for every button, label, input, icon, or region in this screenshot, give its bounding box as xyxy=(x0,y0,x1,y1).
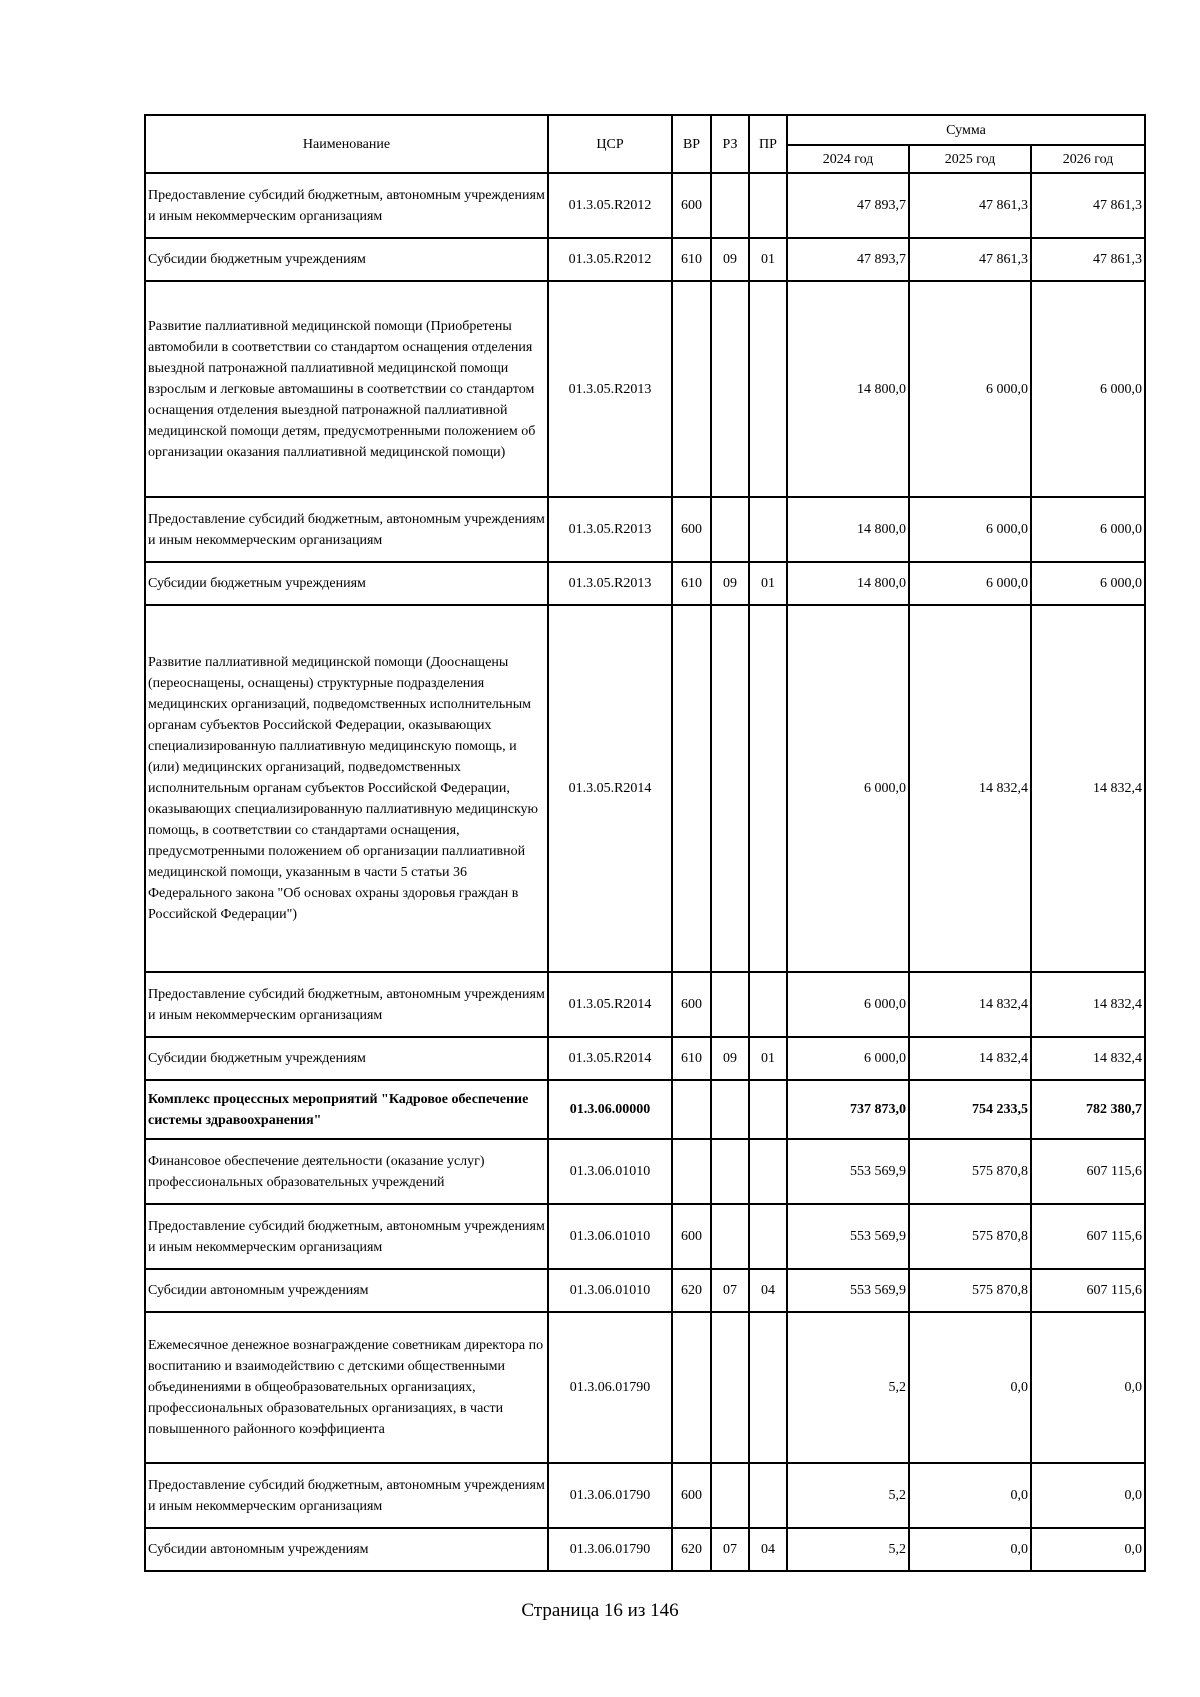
row-name: Комплекс процессных мероприятий "Кадровое обеспечение системы здравоохранения" xyxy=(145,1080,548,1139)
row-name: Развитие паллиативной медицинской помощи (Приобретены автомобили в соответствии со стандартом оснащения отделения выездной патронажной паллиативной медицинской помощи взрослым и легковые автомашины в соответствии со стандартом оснащения отделения выездной патронажной паллиативной медицинской помощи детям, предусмотренными положением об организации оказания паллиативной медицинской помощи) xyxy=(145,281,548,497)
row-2024: 14 800,0 xyxy=(787,281,909,497)
row-csr: 01.3.06.01010 xyxy=(548,1139,672,1204)
row-name: Субсидии бюджетным учреждениям xyxy=(145,238,548,281)
row-name: Предоставление субсидий бюджетным, автономным учреждениям и иным некоммерческим организациям xyxy=(145,497,548,562)
table-row xyxy=(145,605,1145,972)
row-2025: 47 861,3 xyxy=(909,173,1031,238)
row-name: Предоставление субсидий бюджетным, автономным учреждениям и иным некоммерческим организациям xyxy=(145,1204,548,1269)
table-row xyxy=(145,1037,1145,1080)
row-pr xyxy=(749,281,787,497)
row-2024: 737 873,0 xyxy=(787,1080,909,1139)
row-2025: 575 870,8 xyxy=(909,1139,1031,1204)
row-csr: 01.3.06.01790 xyxy=(548,1312,672,1463)
row-pr: 01 xyxy=(749,238,787,281)
row-2026: 6 000,0 xyxy=(1031,281,1145,497)
row-vr: 600 xyxy=(672,497,711,562)
row-csr: 01.3.05.R2013 xyxy=(548,497,672,562)
row-2025: 754 233,5 xyxy=(909,1080,1031,1139)
row-csr: 01.3.06.01790 xyxy=(548,1463,672,1528)
table-row xyxy=(145,497,1145,562)
row-vr: 620 xyxy=(672,1269,711,1312)
row-2024: 6 000,0 xyxy=(787,972,909,1037)
table-row xyxy=(145,1204,1145,1269)
table-row xyxy=(145,562,1145,605)
row-2026: 6 000,0 xyxy=(1031,562,1145,605)
row-rz xyxy=(711,497,749,562)
row-name: Субсидии бюджетным учреждениям xyxy=(145,562,548,605)
header-rz: РЗ xyxy=(711,115,749,173)
row-rz: 07 xyxy=(711,1269,749,1312)
row-pr xyxy=(749,1080,787,1139)
row-pr: 04 xyxy=(749,1269,787,1312)
row-pr: 01 xyxy=(749,1037,787,1080)
row-2026: 607 115,6 xyxy=(1031,1139,1145,1204)
row-2024: 553 569,9 xyxy=(787,1139,909,1204)
row-rz xyxy=(711,1204,749,1269)
row-rz xyxy=(711,1312,749,1463)
header-year-2024: 2024 год xyxy=(787,145,909,173)
row-2025: 0,0 xyxy=(909,1312,1031,1463)
row-pr xyxy=(749,1139,787,1204)
page-number: Страница 16 из 146 xyxy=(521,1600,679,1621)
row-rz xyxy=(711,1080,749,1139)
row-pr xyxy=(749,1463,787,1528)
row-2026: 14 832,4 xyxy=(1031,1037,1145,1080)
header-name: Наименование xyxy=(145,115,548,173)
row-name: Финансовое обеспечение деятельности (оказание услуг) профессиональных образовательных учреждений xyxy=(145,1139,548,1204)
row-2024: 5,2 xyxy=(787,1312,909,1463)
table-row xyxy=(145,1312,1145,1463)
table-row xyxy=(145,1139,1145,1204)
row-2025: 6 000,0 xyxy=(909,497,1031,562)
row-vr xyxy=(672,1312,711,1463)
row-csr: 01.3.05.R2012 xyxy=(548,238,672,281)
row-2024: 6 000,0 xyxy=(787,1037,909,1080)
budget-table xyxy=(144,114,1146,1572)
row-2026: 0,0 xyxy=(1031,1528,1145,1571)
row-rz: 09 xyxy=(711,562,749,605)
row-2026: 14 832,4 xyxy=(1031,972,1145,1037)
header-vr: ВР xyxy=(672,115,711,173)
row-2024: 5,2 xyxy=(787,1528,909,1571)
row-csr: 01.3.05.R2014 xyxy=(548,605,672,972)
header-year-2025: 2025 год xyxy=(909,145,1031,173)
row-vr: 600 xyxy=(672,1204,711,1269)
row-rz xyxy=(711,173,749,238)
row-2024: 553 569,9 xyxy=(787,1204,909,1269)
row-vr xyxy=(672,1139,711,1204)
row-vr: 620 xyxy=(672,1528,711,1571)
row-vr: 600 xyxy=(672,972,711,1037)
row-rz: 09 xyxy=(711,238,749,281)
row-2025: 0,0 xyxy=(909,1528,1031,1571)
table-row xyxy=(145,1463,1145,1528)
table-row xyxy=(145,972,1145,1037)
row-2025: 6 000,0 xyxy=(909,562,1031,605)
row-2026: 47 861,3 xyxy=(1031,238,1145,281)
row-2024: 14 800,0 xyxy=(787,562,909,605)
row-rz xyxy=(711,605,749,972)
row-2025: 47 861,3 xyxy=(909,238,1031,281)
row-csr: 01.3.05.R2013 xyxy=(548,281,672,497)
row-rz xyxy=(711,972,749,1037)
row-vr xyxy=(672,1080,711,1139)
row-2024: 5,2 xyxy=(787,1463,909,1528)
header-csr: ЦСР xyxy=(548,115,672,173)
row-2025: 575 870,8 xyxy=(909,1204,1031,1269)
table-row-section xyxy=(145,1080,1145,1139)
row-2026: 47 861,3 xyxy=(1031,173,1145,238)
row-2026: 607 115,6 xyxy=(1031,1204,1145,1269)
row-2024: 14 800,0 xyxy=(787,497,909,562)
row-2026: 782 380,7 xyxy=(1031,1080,1145,1139)
row-csr: 01.3.05.R2013 xyxy=(548,562,672,605)
row-2025: 0,0 xyxy=(909,1463,1031,1528)
row-vr: 600 xyxy=(672,1463,711,1528)
table-row xyxy=(145,1528,1145,1571)
row-pr: 04 xyxy=(749,1528,787,1571)
row-2025: 14 832,4 xyxy=(909,972,1031,1037)
row-rz xyxy=(711,1139,749,1204)
row-2025: 6 000,0 xyxy=(909,281,1031,497)
row-2025: 575 870,8 xyxy=(909,1269,1031,1312)
row-2024: 553 569,9 xyxy=(787,1269,909,1312)
row-vr xyxy=(672,605,711,972)
row-pr xyxy=(749,972,787,1037)
row-name: Предоставление субсидий бюджетным, автономным учреждениям и иным некоммерческим организациям xyxy=(145,173,548,238)
row-pr xyxy=(749,605,787,972)
row-pr xyxy=(749,1204,787,1269)
table-row xyxy=(145,1269,1145,1312)
row-name: Развитие паллиативной медицинской помощи (Дооснащены (переоснащены, оснащены) структурные подразделения медицинских организаций, подведомственных исполнительным органам субъектов Российской Федерации, оказывающих специализированную паллиативную медицинскую помощь, и (или) медицинских организаций, подведомственных исполнительным органам субъектов Российской Федерации, оказывающих специализированную паллиативную медицинскую помощь, в соответствии со стандартами оснащения, предусмотренными положением об организации паллиативной медицинской помощи, указанным в части 5 статьи 36 Федерального закона "Об основах охраны здоровья граждан в Российской Федерации") xyxy=(145,605,548,972)
row-name: Ежемесячное денежное вознаграждение советникам директора по воспитанию и взаимодействию с детскими общественными объединениями в общеобразовательных организациях, профессиональных образовательных организациях, в части повышенного районного коэффициента xyxy=(145,1312,548,1463)
row-2025: 14 832,4 xyxy=(909,605,1031,972)
row-pr xyxy=(749,497,787,562)
row-pr: 01 xyxy=(749,562,787,605)
table-row xyxy=(145,281,1145,497)
row-csr: 01.3.06.01790 xyxy=(548,1528,672,1571)
row-vr: 600 xyxy=(672,173,711,238)
row-csr: 01.3.05.R2014 xyxy=(548,972,672,1037)
header-sum: Сумма xyxy=(787,115,1145,145)
row-2026: 0,0 xyxy=(1031,1463,1145,1528)
row-pr xyxy=(749,173,787,238)
row-csr: 01.3.06.01010 xyxy=(548,1204,672,1269)
row-2024: 6 000,0 xyxy=(787,605,909,972)
row-name: Субсидии бюджетным учреждениям xyxy=(145,1037,548,1080)
row-rz xyxy=(711,281,749,497)
row-2025: 14 832,4 xyxy=(909,1037,1031,1080)
row-rz: 09 xyxy=(711,1037,749,1080)
row-csr: 01.3.05.R2012 xyxy=(548,173,672,238)
row-rz: 07 xyxy=(711,1528,749,1571)
row-vr: 610 xyxy=(672,238,711,281)
row-2026: 607 115,6 xyxy=(1031,1269,1145,1312)
row-2024: 47 893,7 xyxy=(787,173,909,238)
table-row xyxy=(145,173,1145,238)
row-csr: 01.3.05.R2014 xyxy=(548,1037,672,1080)
row-2026: 14 832,4 xyxy=(1031,605,1145,972)
row-vr: 610 xyxy=(672,1037,711,1080)
header-pr: ПР xyxy=(749,115,787,173)
row-vr: 610 xyxy=(672,562,711,605)
row-rz xyxy=(711,1463,749,1528)
row-csr: 01.3.06.00000 xyxy=(548,1080,672,1139)
header-year-2026: 2026 год xyxy=(1031,145,1145,173)
row-2026: 0,0 xyxy=(1031,1312,1145,1463)
row-pr xyxy=(749,1312,787,1463)
row-vr xyxy=(672,281,711,497)
row-name: Предоставление субсидий бюджетным, автономным учреждениям и иным некоммерческим организациям xyxy=(145,1463,548,1528)
row-name: Субсидии автономным учреждениям xyxy=(145,1269,548,1312)
row-name: Субсидии автономным учреждениям xyxy=(145,1528,548,1571)
table-row xyxy=(145,238,1145,281)
row-2024: 47 893,7 xyxy=(787,238,909,281)
row-2026: 6 000,0 xyxy=(1031,497,1145,562)
row-csr: 01.3.06.01010 xyxy=(548,1269,672,1312)
row-name: Предоставление субсидий бюджетным, автономным учреждениям и иным некоммерческим организациям xyxy=(145,972,548,1037)
